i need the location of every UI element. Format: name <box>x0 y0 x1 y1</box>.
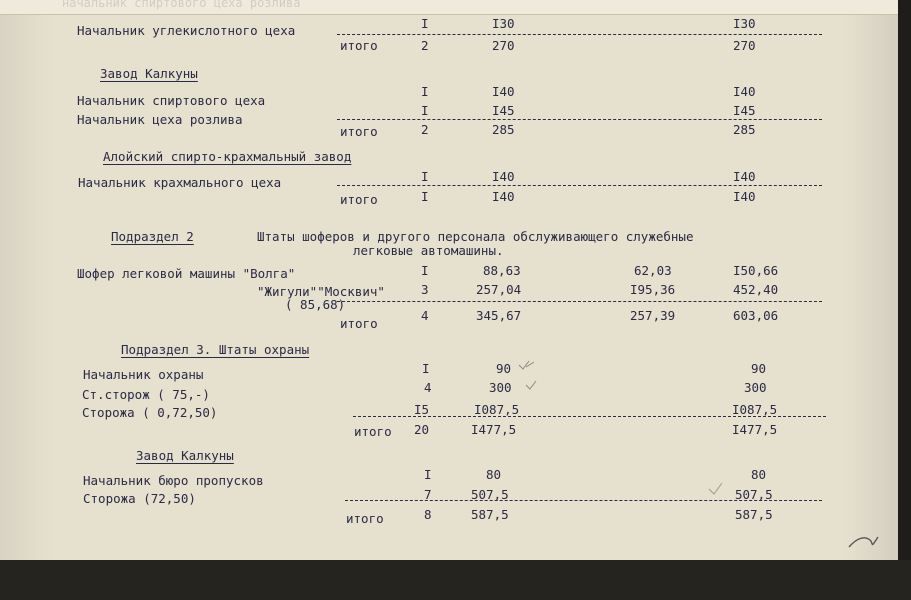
row-label: Ст.сторож ( 75,-) <box>82 387 210 402</box>
value-cell: 90 <box>496 361 512 376</box>
row-label: Сторожа ( 0,72,50) <box>82 405 218 420</box>
value-cell: I45 <box>492 103 515 118</box>
value-cell: 345,67 <box>476 308 522 323</box>
value-cell: 257,04 <box>476 282 522 297</box>
value-cell: I30 <box>492 16 515 31</box>
total-cell: 452,40 <box>733 282 779 297</box>
total-cell: 80 <box>751 467 767 482</box>
row-label: Начальник спиртового цеха <box>77 93 266 108</box>
total-cell: 90 <box>751 361 767 376</box>
row-label: Начальник крахмального цеха <box>78 175 282 190</box>
dash-rule <box>345 500 822 501</box>
total-cell: I477,5 <box>732 422 778 437</box>
row-label: Начальник углекислотного цеха <box>77 23 296 38</box>
ghost-text: начальник спиртового цеха розлива <box>62 0 301 10</box>
value-cell: 80 <box>486 467 502 482</box>
qty-cell: 3 <box>421 282 429 297</box>
value-cell: I087,5 <box>474 402 520 417</box>
total-cell: 603,06 <box>733 308 779 323</box>
total-cell: 507,5 <box>735 487 773 502</box>
subsection-heading: Подраздел 2 <box>111 229 194 244</box>
qty-cell: I <box>421 189 429 204</box>
total-cell: I45 <box>733 103 756 118</box>
pencil-check-icon <box>524 378 544 392</box>
total-label: итого <box>340 124 378 139</box>
value-cell: I40 <box>492 189 515 204</box>
row-label: Шофер легковой машины "Волга" <box>77 266 296 281</box>
row-label: Сторожа (72,50) <box>83 491 196 506</box>
row-note: ( 85,68) <box>285 297 346 312</box>
row-label: Начальник бюро пропусков <box>83 473 264 488</box>
qty-cell: 2 <box>421 122 429 137</box>
dash-rule <box>337 34 822 35</box>
total-label: итого <box>340 316 378 331</box>
total-label: итого <box>340 192 378 207</box>
value-cell: I40 <box>492 169 515 184</box>
total-cell: I50,66 <box>733 263 779 278</box>
value-cell: 285 <box>492 122 515 137</box>
value-cell: 587,5 <box>471 507 509 522</box>
section-heading: Алойский спирто-крахмальный завод <box>103 149 352 164</box>
previous-page-edge <box>0 0 898 15</box>
subsection-title: Штаты шоферов и другого персонала обслуживающего служебные <box>257 229 694 244</box>
qty-cell: 7 <box>424 487 432 502</box>
section-heading: Завод Калкуны <box>100 66 198 81</box>
qty-cell: I <box>421 263 429 278</box>
dash-rule <box>337 185 822 186</box>
extra-cell: I95,36 <box>630 282 676 297</box>
value-cell: I40 <box>492 84 515 99</box>
value-cell: I477,5 <box>471 422 517 437</box>
extra-cell: 257,39 <box>630 308 676 323</box>
dash-rule <box>353 416 826 417</box>
total-cell: 285 <box>733 122 756 137</box>
row-label: "Жигули""Москвич" <box>257 284 385 299</box>
total-cell: I40 <box>733 169 756 184</box>
value-cell: 88,63 <box>483 263 521 278</box>
value-cell: 507,5 <box>471 487 509 502</box>
binder-edge <box>898 0 911 600</box>
qty-cell: 4 <box>424 380 432 395</box>
total-label: итого <box>340 38 378 53</box>
value-cell: 300 <box>489 380 512 395</box>
row-label: Начальник цеха розлива <box>77 112 243 127</box>
total-cell: I087,5 <box>732 402 778 417</box>
value-cell: 270 <box>492 38 515 53</box>
qty-cell: I <box>421 84 429 99</box>
qty-cell: I <box>422 361 430 376</box>
total-label: итого <box>346 511 384 526</box>
pencil-check-icon <box>517 358 537 372</box>
qty-cell: 20 <box>414 422 430 437</box>
qty-cell: I <box>421 16 429 31</box>
total-cell: 587,5 <box>735 507 773 522</box>
background-surface <box>0 560 911 600</box>
row-label: Начальник охраны <box>83 367 204 382</box>
subsection-title: легковые автомашины. <box>353 243 504 258</box>
dash-rule <box>337 119 822 120</box>
extra-cell: 62,03 <box>634 263 672 278</box>
section-heading: Завод Калкуны <box>136 448 234 463</box>
qty-cell: I5 <box>414 402 430 417</box>
qty-cell: 8 <box>424 507 432 522</box>
qty-cell: I <box>421 103 429 118</box>
total-cell: I40 <box>733 189 756 204</box>
total-cell: I30 <box>733 16 756 31</box>
dash-rule <box>337 301 822 302</box>
qty-cell: 2 <box>421 38 429 53</box>
qty-cell: I <box>421 169 429 184</box>
qty-cell: 4 <box>421 308 429 323</box>
total-cell: 270 <box>733 38 756 53</box>
qty-cell: I <box>424 467 432 482</box>
total-cell: 300 <box>744 380 767 395</box>
subsection-heading: Подраздел 3. Штаты охраны <box>121 342 310 357</box>
pencil-mark-icon <box>846 530 882 552</box>
pencil-check-icon <box>706 480 728 498</box>
total-label: итого <box>354 424 392 439</box>
total-cell: I40 <box>733 84 756 99</box>
